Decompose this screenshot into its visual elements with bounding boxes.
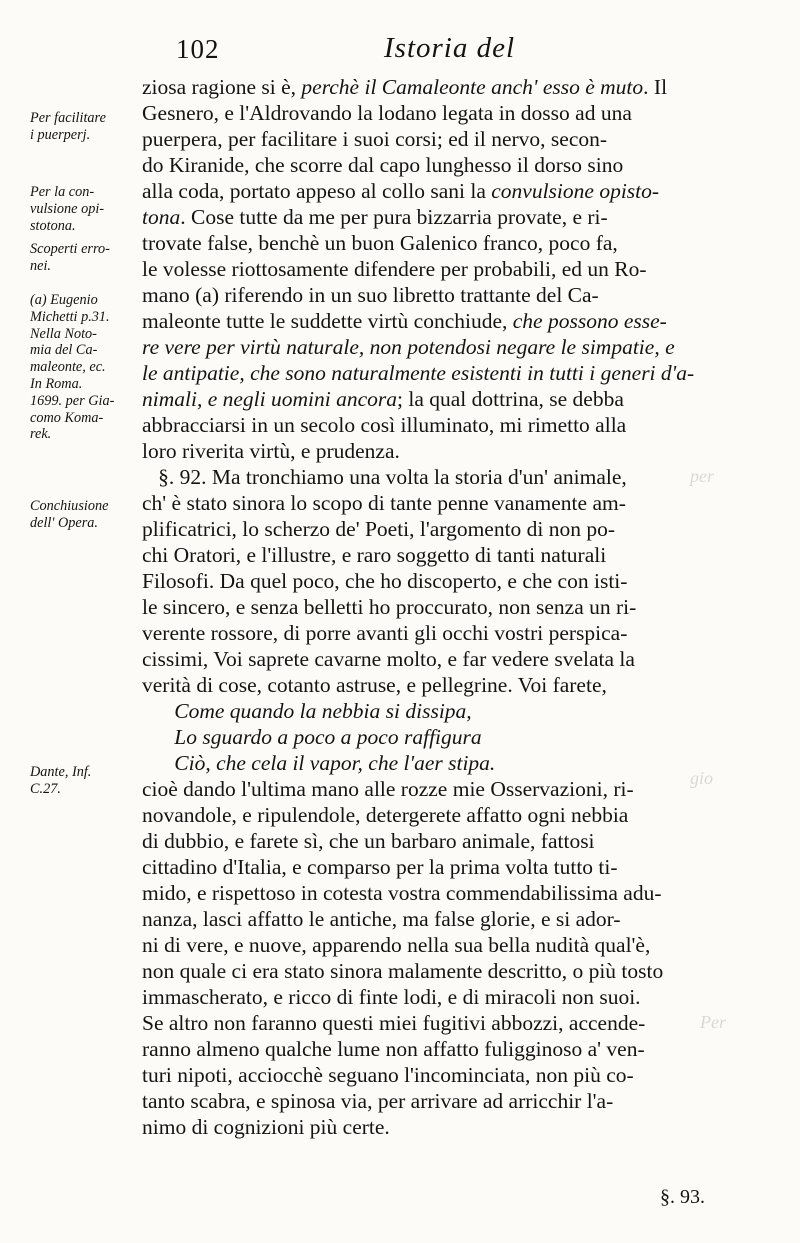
text-line [142, 490, 626, 516]
text-segment: le sincero, e senza belletti ho proccurato, non senza un ri- [142, 595, 637, 619]
text-line [142, 958, 663, 984]
text-segment: do Kiranide, che scorre dal capo lunghesso il dorso sino [142, 153, 624, 177]
text-line [142, 594, 636, 620]
margin-note-line: stotona. [30, 217, 76, 234]
page-header [0, 30, 800, 70]
italic-text-segment: tona [142, 205, 181, 229]
text-segment: ; la qual dottrina, se debba [397, 387, 624, 411]
text-segment: di dubbio, e farete sì, che un barbaro animale, fattosi [142, 829, 595, 853]
text-line [142, 1010, 645, 1036]
text-line [142, 854, 618, 880]
margin-note-line: vulsione opi- [30, 200, 105, 217]
text-segment: Gesnero, e l'Aldrovando la lodano legata in dosso ad una [142, 101, 632, 125]
margin-note-line: como Koma- [30, 409, 104, 426]
margin-note-eugenio-michetti [30, 292, 150, 443]
text-line [142, 568, 627, 594]
margin-note-scoperti-errori [30, 241, 150, 275]
italic-text-segment: Ciò, che cela il vapor, che l'aer stipa. [142, 751, 496, 775]
text-segment: cissimi, Voi saprete cavarne molto, e far vedere svelata la [142, 647, 635, 671]
text-segment: ni di vere, e nuove, apparendo nella sua bella nudità qual'è, [142, 933, 651, 957]
text-line [142, 126, 607, 152]
text-segment: verità di cose, cotanto astruse, e pellegrine. Voi farete, [142, 673, 607, 697]
text-segment: chi Oratori, e l'illustre, e raro soggetto di tanti naturali [142, 543, 607, 567]
bleed-through-mark: gio [690, 768, 714, 788]
text-segment: immascherato, e ricco di finte lodi, e di miracoli non suoi. [142, 985, 641, 1009]
text-line [142, 178, 659, 204]
text-segment: verente rossore, di porre avanti gli occhi vostri perspica- [142, 621, 628, 645]
text-line [142, 984, 641, 1010]
margin-note-line: 1699. per Gia- [30, 392, 115, 409]
text-line [142, 776, 634, 802]
text-line [142, 412, 626, 438]
italic-text-segment: Come quando la nebbia si dissipa, [142, 699, 472, 723]
margin-note-per-facilitare [30, 110, 150, 144]
text-segment: plificatrici, lo scherzo de' Poeti, l'argomento di non po- [142, 517, 616, 541]
text-line [142, 672, 607, 698]
margin-note-conchiusione [30, 498, 150, 532]
text-line [142, 282, 599, 308]
margin-note-line: Scoperti erro- [30, 241, 110, 257]
text-line [142, 1114, 390, 1140]
italic-text-segment: re vere per virtù naturale, non potendosi negare le simpatie, e [142, 335, 675, 359]
text-segment: mano (a) riferendo in un suo libretto trattante del Ca- [142, 283, 599, 307]
italic-text-segment: perchè il Camaleonte anch' esso è muto [301, 75, 644, 99]
text-line [142, 620, 627, 646]
text-line [142, 828, 595, 854]
text-line [142, 646, 635, 672]
text-line [142, 802, 628, 828]
margin-note-line: maleonte, ec. [30, 359, 106, 376]
text-line [142, 360, 694, 386]
text-line [142, 880, 661, 906]
text-line [142, 100, 632, 126]
running-head: Istoria del [384, 32, 516, 64]
text-line [142, 308, 667, 334]
text-line [142, 1036, 645, 1062]
italic-text-segment: nimali, e negli uomini ancora [142, 387, 397, 411]
italic-text-segment: che possono esse- [512, 309, 667, 333]
margin-note-line: Michetti p.31. [30, 308, 110, 325]
text-line [142, 464, 627, 490]
text-segment: mido, e rispettoso in cotesta vostra commendabilissima adu- [142, 881, 662, 905]
bleed-through-mark: per [690, 466, 714, 486]
text-line [142, 230, 618, 256]
text-line [142, 386, 624, 412]
italic-text-segment: le antipatie, che sono naturalmente esistenti in tutti i generi d'a- [142, 361, 695, 385]
italic-text-segment: convulsione opisto- [491, 179, 660, 203]
text-line [142, 1062, 634, 1088]
margin-note-per-la-convulsione [30, 184, 150, 234]
text-segment: . Il [643, 75, 668, 99]
margin-note-line: C.27. [30, 780, 61, 797]
text-line [142, 750, 495, 776]
text-line [142, 74, 667, 100]
margin-note-dante-inf [30, 764, 150, 798]
text-segment: turi nipoti, acciocchè seguano l'incominciata, non più co- [142, 1063, 634, 1087]
text-line [142, 698, 472, 724]
text-segment: cittadino d'Italia, e comparso per la prima volta tutto ti- [142, 855, 618, 879]
text-segment: nanza, lasci affatto le antiche, ma false glorie, e si ador- [142, 907, 621, 931]
text-line [142, 152, 623, 178]
text-line [142, 256, 647, 282]
margin-note-line: In Roma. [30, 375, 83, 392]
margin-note-line: rek. [30, 426, 52, 443]
text-segment: nimo di cognizioni più certe. [142, 1115, 390, 1139]
text-line [142, 334, 675, 360]
margin-note-line: i puerperj. [30, 126, 91, 143]
text-line [142, 724, 482, 750]
text-segment: cioè dando l'ultima mano alle rozze mie Osservazioni, ri- [142, 777, 634, 801]
margin-note-line: Nella Noto- [30, 325, 97, 342]
margin-note-line: Conchiusione [30, 498, 109, 514]
text-segment: abbracciarsi in un secolo così illuminato, mi rimetto alla [142, 413, 627, 437]
italic-text-segment: Lo sguardo a poco a poco raffigura [142, 725, 482, 749]
text-segment: Se altro non faranno questi miei fugitivi abbozzi, accende- [142, 1011, 646, 1035]
text-line [142, 932, 650, 958]
text-segment: tanto scabra, e spinosa via, per arrivare ad arricchir l'a- [142, 1089, 614, 1113]
catchword: §. 93. [660, 1186, 705, 1208]
margin-note-line: nei. [30, 257, 51, 274]
text-segment: maleonte tutte le suddette virtù conchiude, [142, 309, 513, 333]
text-line [142, 204, 608, 230]
page-number: 102 [176, 34, 220, 64]
margin-note-line: (a) Eugenio [30, 292, 98, 308]
text-segment: alla coda, portato appeso al collo sani la [142, 179, 492, 203]
text-segment: ch' è stato sinora lo scopo di tante penne vanamente am- [142, 491, 626, 515]
text-segment: . Cose tutte da me per pura bizzarria provate, e ri- [180, 205, 608, 229]
margin-note-line: Per la con- [30, 184, 95, 200]
text-segment: novandole, e ripulendole, detergerete affatto ogni nebbia [142, 803, 629, 827]
text-line [142, 906, 621, 932]
text-segment: §. 92. Ma tronchiamo una volta la storia d'un' animale, [142, 465, 627, 489]
margin-note-line: mia del Ca- [30, 342, 98, 359]
text-segment: ranno almeno qualche lume non affatto fuligginoso a' ven- [142, 1037, 645, 1061]
text-segment: puerpera, per facilitare i suoi corsi; ed il nervo, secon- [142, 127, 608, 151]
text-segment: ziosa ragione si è, [142, 75, 302, 99]
text-segment: loro riverita virtù, e prudenza. [142, 439, 400, 463]
text-line [142, 542, 606, 568]
text-segment: trovate false, benchè un buon Galenico franco, poco fa, [142, 231, 618, 255]
margin-note-line: dell' Opera. [30, 514, 99, 531]
text-segment: non quale ci era stato sinora malamente descritto, o più tosto [142, 959, 664, 983]
text-line [142, 516, 615, 542]
text-segment: le volesse riottosamente difendere per probabili, ed un Ro- [142, 257, 647, 281]
text-line [142, 1088, 613, 1114]
text-segment: Filosofi. Da quel poco, che ho discoperto, e che con isti- [142, 569, 628, 593]
text-line [142, 438, 400, 464]
margin-note-line: Dante, Inf. [30, 764, 92, 780]
bleed-through-mark: Per [700, 1012, 726, 1032]
margin-note-line: Per facilitare [30, 110, 106, 126]
